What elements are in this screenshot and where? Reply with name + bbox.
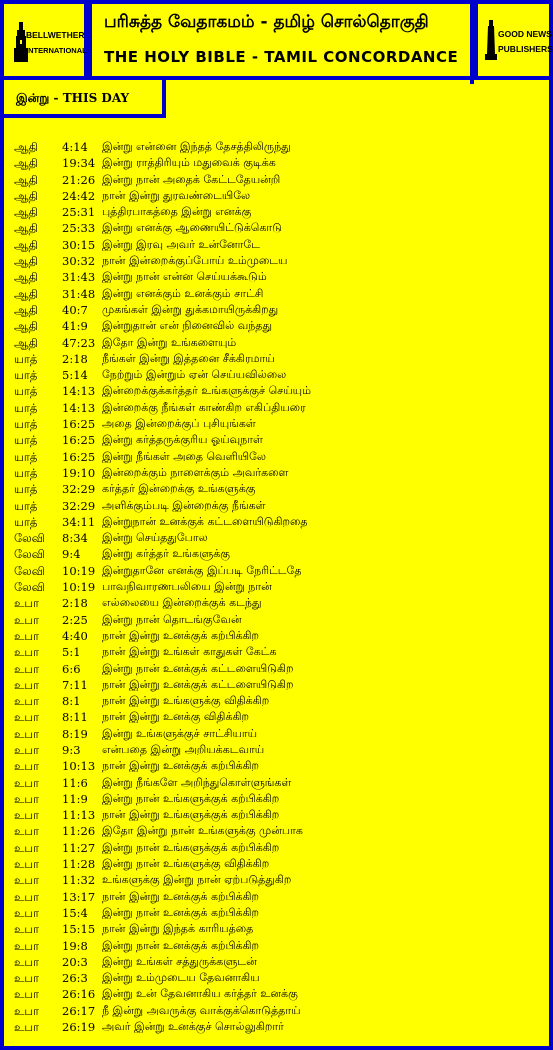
entry-text: இதோ இன்று நான் உங்களுக்கு முன்பாக bbox=[102, 824, 303, 838]
entry-book: உபா bbox=[14, 645, 39, 660]
entry-reference: 25:31 bbox=[62, 205, 96, 220]
title-english: THE HOLY BIBLE - TAMIL CONCORDANCE bbox=[104, 48, 459, 66]
entry-text: நான் இன்று துரவண்டையிலே bbox=[102, 188, 251, 202]
entry-book: லேவி bbox=[14, 531, 45, 546]
entry-reference: 31:48 bbox=[62, 286, 96, 301]
entry-reference: 15:15 bbox=[62, 922, 96, 937]
entry-text: இதோ இன்று உங்களையும் bbox=[102, 335, 237, 349]
list-item bbox=[14, 416, 544, 432]
entry-book: ஆதி bbox=[14, 172, 38, 187]
list-item bbox=[14, 856, 544, 872]
entry-book: உபா bbox=[14, 873, 39, 888]
entry-text: இன்று நான் தொடங்குவேன் bbox=[102, 612, 242, 626]
entry-reference: 2:25 bbox=[62, 612, 88, 627]
entry-book: உபா bbox=[14, 808, 39, 823]
list-item bbox=[14, 693, 544, 709]
entry-book: யாத் bbox=[14, 482, 38, 497]
logo-right-line1: GOOD NEWS bbox=[498, 29, 552, 39]
list-item bbox=[14, 758, 544, 774]
entry-book: யாத் bbox=[14, 498, 38, 513]
list-item bbox=[14, 938, 544, 954]
logo-left-line1: BELLWETHER bbox=[26, 30, 85, 40]
entry-text: இன்று உங்கள் சத்துருக்களுடன் bbox=[102, 954, 257, 968]
entry-reference: 34:11 bbox=[62, 514, 96, 529]
topic-tamil: இன்று bbox=[16, 91, 50, 105]
good-news-logo bbox=[474, 0, 553, 80]
entry-text: அவர் இன்று உனக்குச் சொல்லுகிறார் bbox=[102, 1020, 284, 1034]
entry-text: உங்களுக்கு இன்று நான் ஏற்படுத்துகிற bbox=[102, 873, 292, 887]
entry-reference: 11:9 bbox=[62, 791, 88, 806]
list-item bbox=[14, 807, 544, 823]
entry-reference: 24:42 bbox=[62, 188, 96, 203]
entry-text: இன்று நான் உனக்குக் கற்பிக்கிற bbox=[102, 938, 260, 952]
list-item bbox=[14, 188, 544, 204]
list-item bbox=[14, 823, 544, 839]
entry-book: யாத் bbox=[14, 465, 38, 480]
entry-reference: 19:10 bbox=[62, 465, 96, 480]
list-item bbox=[14, 791, 544, 807]
entry-reference: 10:13 bbox=[62, 759, 96, 774]
entry-book: ஆதி bbox=[14, 302, 38, 317]
entry-reference: 11:32 bbox=[62, 873, 96, 888]
entry-book: உபா bbox=[14, 905, 39, 920]
entry-reference: 5:14 bbox=[62, 368, 88, 383]
entry-text: நான் இன்று உனக்குக் கற்பிக்கிற bbox=[102, 759, 260, 773]
entry-reference: 11:13 bbox=[62, 808, 96, 823]
entry-text: இன்று நான் அதைக் கேட்டதேயன்றி bbox=[102, 172, 281, 186]
entry-reference: 21:26 bbox=[62, 172, 96, 187]
entry-book: ஆதி bbox=[14, 286, 38, 301]
list-item bbox=[14, 595, 544, 611]
entry-reference: 2:18 bbox=[62, 351, 88, 366]
list-item bbox=[14, 514, 544, 530]
entry-book: உபா bbox=[14, 840, 39, 855]
entry-text: நான் இன்று உனக்குக் கற்பிக்கிற bbox=[102, 889, 260, 903]
entry-book: உபா bbox=[14, 889, 39, 904]
entry-text: நான் இன்று உனக்கு விதிக்கிற bbox=[102, 710, 249, 724]
entry-reference: 8:11 bbox=[62, 710, 88, 725]
entry-reference: 40:7 bbox=[62, 302, 88, 317]
entry-reference: 19:8 bbox=[62, 938, 88, 953]
entry-book: உபா bbox=[14, 1020, 39, 1035]
entry-book: யாத் bbox=[14, 433, 38, 448]
entry-text: இன்று உங்களுக்குச் சாட்சியாய் bbox=[102, 726, 258, 740]
entry-book: உபா bbox=[14, 987, 39, 1002]
list-item bbox=[14, 253, 544, 269]
entry-text: இன்றுதானே எனக்கு இப்படி நேரிட்டதே bbox=[102, 563, 302, 577]
entry-reference: 14:13 bbox=[62, 400, 96, 415]
list-item bbox=[14, 775, 544, 791]
entry-book: யாத் bbox=[14, 384, 38, 399]
entry-reference: 19:34 bbox=[62, 156, 96, 171]
entry-list bbox=[14, 139, 544, 1035]
entry-text: இன்று நான் உனக்குக் கற்பிக்கிற bbox=[102, 905, 260, 919]
entry-book: உபா bbox=[14, 938, 39, 953]
entry-text: இன்று நீங்களே அறிந்துகொள்ளுங்கள் bbox=[102, 775, 292, 789]
entry-text: இன்று நான் உங்களுக்கு விதிக்கிற bbox=[102, 857, 270, 871]
entry-text: அதை இன்றைக்குப் புசியுங்கள் bbox=[102, 417, 256, 431]
list-item bbox=[14, 204, 544, 220]
entry-reference: 31:43 bbox=[62, 270, 96, 285]
entry-reference: 8:1 bbox=[62, 694, 81, 709]
entry-book: லேவி bbox=[14, 563, 45, 578]
entry-book: லேவி bbox=[14, 580, 45, 595]
list-item bbox=[14, 644, 544, 660]
list-item bbox=[14, 400, 544, 416]
entry-text: நான் இன்று உனக்குக் கற்பிக்கிற bbox=[102, 628, 260, 642]
list-item bbox=[14, 481, 544, 497]
entry-book: உபா bbox=[14, 1003, 39, 1018]
entry-book: யாத் bbox=[14, 514, 38, 529]
entry-text: நான் இன்று உங்களுக்கு விதிக்கிற bbox=[102, 694, 270, 708]
topic-separator: - bbox=[53, 91, 59, 105]
entry-text: இன்று கர்த்தருக்குரிய ஓய்வுநாள் bbox=[102, 433, 263, 447]
entry-reference: 8:19 bbox=[62, 726, 88, 741]
entry-text: இன்றைக்குக்கர்த்தர் உங்களுக்குச் செய்யும் bbox=[102, 384, 311, 398]
entry-text: நான் இன்று உனக்குக் கட்டளையிடுகிற bbox=[102, 677, 294, 691]
list-item bbox=[14, 286, 544, 302]
entry-text: இன்றுதான் என் நினைவில் வந்தது bbox=[102, 319, 273, 333]
entry-text: முகங்கள் இன்று துக்கமாயிருக்கிறது bbox=[102, 302, 279, 316]
title-tamil: பரிசுத்த வேதாகமம் - தமிழ் சொல்தொகுதி bbox=[104, 12, 429, 32]
entry-text: கர்த்தர் இன்றைக்கு உங்களுக்கு bbox=[102, 482, 256, 496]
entry-book: உபா bbox=[14, 694, 39, 709]
entry-reference: 4:40 bbox=[62, 628, 88, 643]
entry-book: ஆதி bbox=[14, 188, 38, 203]
list-item bbox=[14, 318, 544, 334]
list-item bbox=[14, 465, 544, 481]
entry-book: உபா bbox=[14, 677, 39, 692]
entry-reference: 7:11 bbox=[62, 677, 88, 692]
entry-text: இன்று கர்த்தர் உங்களுக்கு bbox=[102, 547, 231, 561]
list-item bbox=[14, 563, 544, 579]
entry-text: நீ இன்று அவருக்கு வாக்குக்கொடுத்தாய் bbox=[102, 1003, 301, 1017]
entry-text: இன்று இரவு அவர் உன்னோடே bbox=[102, 237, 260, 251]
entry-book: ஆதி bbox=[14, 237, 38, 252]
entry-reference: 32:29 bbox=[62, 482, 96, 497]
list-item bbox=[14, 579, 544, 595]
list-item bbox=[14, 709, 544, 725]
entry-book: உபா bbox=[14, 596, 39, 611]
entry-reference: 11:26 bbox=[62, 824, 96, 839]
entry-book: உபா bbox=[14, 759, 39, 774]
entry-book: ஆதி bbox=[14, 335, 38, 350]
tower-icon bbox=[12, 20, 30, 64]
entry-book: உபா bbox=[14, 922, 39, 937]
header bbox=[0, 0, 553, 80]
entry-text: அளிக்கும்படி இன்றைக்கு நீங்கள் bbox=[102, 498, 266, 512]
entry-book: உபா bbox=[14, 742, 39, 757]
entry-book: உபா bbox=[14, 710, 39, 725]
list-item bbox=[14, 872, 544, 888]
entry-reference: 16:25 bbox=[62, 433, 96, 448]
entry-reference: 30:32 bbox=[62, 254, 96, 269]
entry-book: உபா bbox=[14, 857, 39, 872]
entry-text: இன்று நான் என்ன செய்யக்கூடும் bbox=[102, 270, 267, 284]
entry-reference: 14:13 bbox=[62, 384, 96, 399]
list-item bbox=[14, 921, 544, 937]
entry-text: என்பதை இன்று அறியக்கடவாய் bbox=[102, 742, 265, 756]
list-item bbox=[14, 840, 544, 856]
entry-reference: 5:1 bbox=[62, 645, 81, 660]
entry-text: நான் இன்றைக்குப்போய் உம்முடைய bbox=[102, 254, 288, 268]
list-item bbox=[14, 742, 544, 758]
entry-reference: 25:33 bbox=[62, 221, 96, 236]
list-item bbox=[14, 449, 544, 465]
list-item bbox=[14, 726, 544, 742]
entry-reference: 11:6 bbox=[62, 775, 88, 790]
entry-book: யாத் bbox=[14, 417, 38, 432]
entry-text: இன்று நான் உங்களுக்குக் கற்பிக்கிற bbox=[102, 840, 280, 854]
list-item bbox=[14, 986, 544, 1002]
entry-reference: 47:23 bbox=[62, 335, 96, 350]
entry-book: ஆதி bbox=[14, 205, 38, 220]
entry-text: இன்று எனக்கும் உனக்கும் சாட்சி bbox=[102, 286, 264, 300]
entry-book: ஆதி bbox=[14, 254, 38, 269]
entry-book: ஆதி bbox=[14, 221, 38, 236]
entry-book: உபா bbox=[14, 661, 39, 676]
entry-book: உபா bbox=[14, 775, 39, 790]
entry-text: நான் இன்று உங்கள் காதுகள் கேட்க bbox=[102, 645, 277, 659]
entry-text: இன்றைக்கும் நாளைக்கும் அவர்களை bbox=[102, 465, 289, 479]
list-item bbox=[14, 335, 544, 351]
entry-text: நீங்கள் இன்று இத்தனை சீக்கிரமாய் bbox=[102, 351, 275, 365]
entry-text: இன்று நான் உங்களுக்குக் கற்பிக்கிற bbox=[102, 791, 280, 805]
logo-left-line2: INTERNATIONAL bbox=[26, 46, 87, 55]
topic-box bbox=[0, 76, 166, 118]
list-item bbox=[14, 269, 544, 285]
entry-book: உபா bbox=[14, 726, 39, 741]
title-box bbox=[88, 0, 474, 80]
entry-text: இன்று என்னை இந்தத் தேசத்திலிருந்து bbox=[102, 140, 291, 153]
topic-heading bbox=[16, 91, 129, 107]
list-item bbox=[14, 1003, 544, 1019]
entry-text: இன்று எனக்கு ஆணையிட்டுக்கொடு bbox=[102, 221, 282, 235]
list-item bbox=[14, 220, 544, 236]
entry-book: ஆதி bbox=[14, 270, 38, 285]
entry-book: உபா bbox=[14, 628, 39, 643]
list-item bbox=[14, 628, 544, 644]
entry-text: நான் இன்று இந்தக் காரியத்தை bbox=[102, 922, 254, 936]
entry-book: உபா bbox=[14, 612, 39, 627]
list-item bbox=[14, 889, 544, 905]
topic-english: THIS DAY bbox=[62, 91, 130, 105]
entry-book: யாத் bbox=[14, 449, 38, 464]
entry-reference: 15:4 bbox=[62, 905, 88, 920]
entry-text: இன்று உன் தேவனாகிய கர்த்தர் உனக்கு bbox=[102, 987, 298, 1001]
entry-text: பாவநிவாரணபலியை இன்று நான் bbox=[102, 580, 272, 594]
entry-reference: 26:17 bbox=[62, 1003, 96, 1018]
entry-book: ஆதி bbox=[14, 319, 38, 334]
entry-book: உபா bbox=[14, 824, 39, 839]
bellwether-logo bbox=[0, 0, 88, 80]
entry-reference: 20:3 bbox=[62, 954, 88, 969]
entry-text: எல்லையை இன்றைக்குக் கடந்து bbox=[102, 596, 262, 610]
entry-reference: 13:17 bbox=[62, 889, 96, 904]
entry-text: இன்று நீங்கள் அதை வெளியிலே bbox=[102, 449, 266, 463]
list-item bbox=[14, 677, 544, 693]
list-item bbox=[14, 351, 544, 367]
entry-reference: 16:25 bbox=[62, 417, 96, 432]
entry-text: புத்திரபாகத்தை இன்று எனக்கு bbox=[102, 205, 252, 219]
entry-reference: 26:3 bbox=[62, 971, 88, 986]
entry-reference: 8:34 bbox=[62, 531, 88, 546]
list-item bbox=[14, 530, 544, 546]
list-item bbox=[14, 237, 544, 253]
list-item bbox=[14, 172, 544, 188]
list-item bbox=[14, 612, 544, 628]
entry-reference: 16:25 bbox=[62, 449, 96, 464]
entry-book: யாத் bbox=[14, 368, 38, 383]
entry-reference: 10:19 bbox=[62, 580, 96, 595]
list-item bbox=[14, 954, 544, 970]
entry-book: உபா bbox=[14, 791, 39, 806]
list-item bbox=[14, 546, 544, 562]
entry-reference: 10:19 bbox=[62, 563, 96, 578]
entry-reference: 9:4 bbox=[62, 547, 81, 562]
logo-right-line2: PUBLISHERS bbox=[498, 44, 553, 54]
entry-reference: 30:15 bbox=[62, 237, 96, 252]
entry-book: யாத் bbox=[14, 400, 38, 415]
entry-book: யாத் bbox=[14, 351, 38, 366]
entry-book: ஆதி bbox=[14, 156, 38, 171]
entry-book: உபா bbox=[14, 954, 39, 969]
entry-reference: 2:18 bbox=[62, 596, 88, 611]
list-item bbox=[14, 661, 544, 677]
entry-text: இன்றைக்கு நீங்கள் காண்கிற எகிப்தியரை bbox=[102, 400, 306, 414]
list-item bbox=[14, 155, 544, 171]
entry-reference: 26:16 bbox=[62, 987, 96, 1002]
entry-reference: 41:9 bbox=[62, 319, 88, 334]
entry-reference: 6:6 bbox=[62, 661, 81, 676]
entry-reference: 11:28 bbox=[62, 857, 96, 872]
entry-text: இன்று செய்ததுபோல bbox=[102, 531, 208, 545]
list-item bbox=[14, 432, 544, 448]
entry-text: இன்று உம்முடைய தேவனாகிய bbox=[102, 971, 260, 985]
entry-reference: 11:27 bbox=[62, 840, 96, 855]
entry-reference: 32:29 bbox=[62, 498, 96, 513]
list-item bbox=[14, 302, 544, 318]
lighthouse-icon bbox=[484, 18, 498, 62]
list-item bbox=[14, 1019, 544, 1035]
list-item bbox=[14, 905, 544, 921]
entry-text: நான் இன்று உங்களுக்குக் கற்பிக்கிற bbox=[102, 808, 280, 822]
entry-reference: 9:3 bbox=[62, 742, 81, 757]
list-item bbox=[14, 383, 544, 399]
entry-reference: 26:19 bbox=[62, 1020, 96, 1035]
entry-text: இன்று நான் உனக்குக் கட்டளையிடுகிற bbox=[102, 661, 294, 675]
entry-book: லேவி bbox=[14, 547, 45, 562]
list-item bbox=[14, 139, 544, 155]
entry-text: இன்று ராத்திரியும் மதுவைக் குடிக்க bbox=[102, 156, 276, 170]
entry-text: நேற்றும் இன்றும் ஏன் செய்யவில்லை bbox=[102, 368, 287, 382]
entry-book: உபா bbox=[14, 971, 39, 986]
list-item bbox=[14, 367, 544, 383]
list-item bbox=[14, 970, 544, 986]
list-item bbox=[14, 498, 544, 514]
entry-reference: 4:14 bbox=[62, 140, 88, 154]
entry-book: ஆதி bbox=[14, 140, 38, 154]
entry-text: இன்றுநான் உனக்குக் கட்டளையிடுகிறதை bbox=[102, 514, 308, 528]
